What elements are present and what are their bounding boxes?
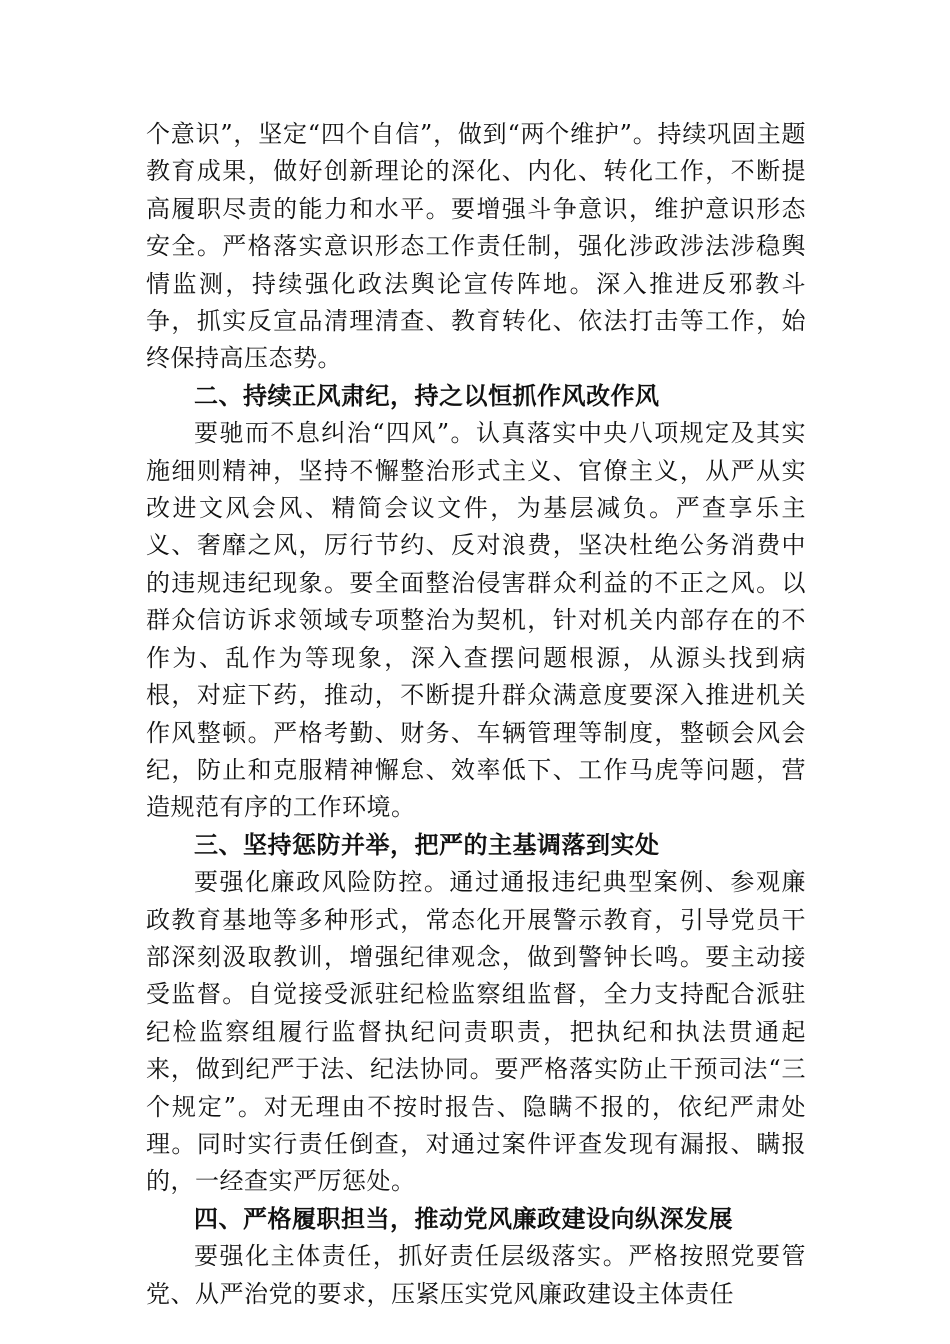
paragraph-continued: 个意识”，坚定“四个自信”，做到“两个维护”。持续巩固主题教育成果，做好创新理论的深化、内化、转化工作，不断提高履职尽责的能力和水平。要增强斗争意识，维护意识形态安全。严格落实意识形态工作责任制，强化涉政涉法涉稳舆情监测，持续强化政法舆论宣传阵地。深入推进反邪教斗争，抓实反宣品清理清查、教育转化、依法打击等工作，始终保持高压态势。 <box>146 120 806 373</box>
section-heading-4: 四、严格履职担当，推动党风廉政建设向纵深发展 <box>194 1204 733 1233</box>
paragraph-section-3: 要强化廉政风险防控。通过通报违纪典型案例、参观廉政教育基地等多种形式，常态化开展警示教育，引导党员干部深刻汲取教训，增强纪律观念，做到警钟长鸣。要主动接受监督。自觉接受派驻纪检监察组监督，全力支持配合派驻纪检监察组履行监督执纪问责职责，把执纪和执法贯通起来，做到纪严于法、纪法协同。要严格落实防止干预司法“三个规定”。对无理由不按时报告、隐瞒不报的，依纪严肃处理。同时实行责任倒查，对通过案件评查发现有漏报、瞒报的，一经查实严厉惩处。 <box>146 868 806 1196</box>
paragraph-section-4: 要强化主体责任，抓好责任层级落实。严格按照党要管党、从严治党的要求，压紧压实党风廉政建设主体责任 <box>146 1242 806 1308</box>
section-heading-2: 二、持续正风肃纪，持之以恒抓作风改作风 <box>194 381 660 410</box>
paragraph-section-2: 要驰而不息纠治“四风”。认真落实中央八项规定及其实施细则精神，坚持不懈整治形式主义、官僚主义，从严从实改进文风会风、精简会议文件，为基层减负。严查享乐主义、奢靡之风，厉行节约、反对浪费，坚决杜绝公务消费中的违规违纪现象。要全面整治侵害群众利益的不正之风。以群众信访诉求领域专项整治为契机，针对机关内部存在的不作为、乱作为等现象，深入查摆问题根源，从源头找到病根，对症下药，推动，不断提升群众满意度要深入推进机关作风整顿。严格考勤、财务、车辆管理等制度，整顿会风会纪，防止和克服精神懈怠、效率低下、工作马虎等问题，营造规范有序的工作环境。 <box>146 419 806 822</box>
document-page <box>146 116 806 1313</box>
section-heading-3: 三、坚持惩防并举，把严的主基调落到实处 <box>194 830 660 859</box>
